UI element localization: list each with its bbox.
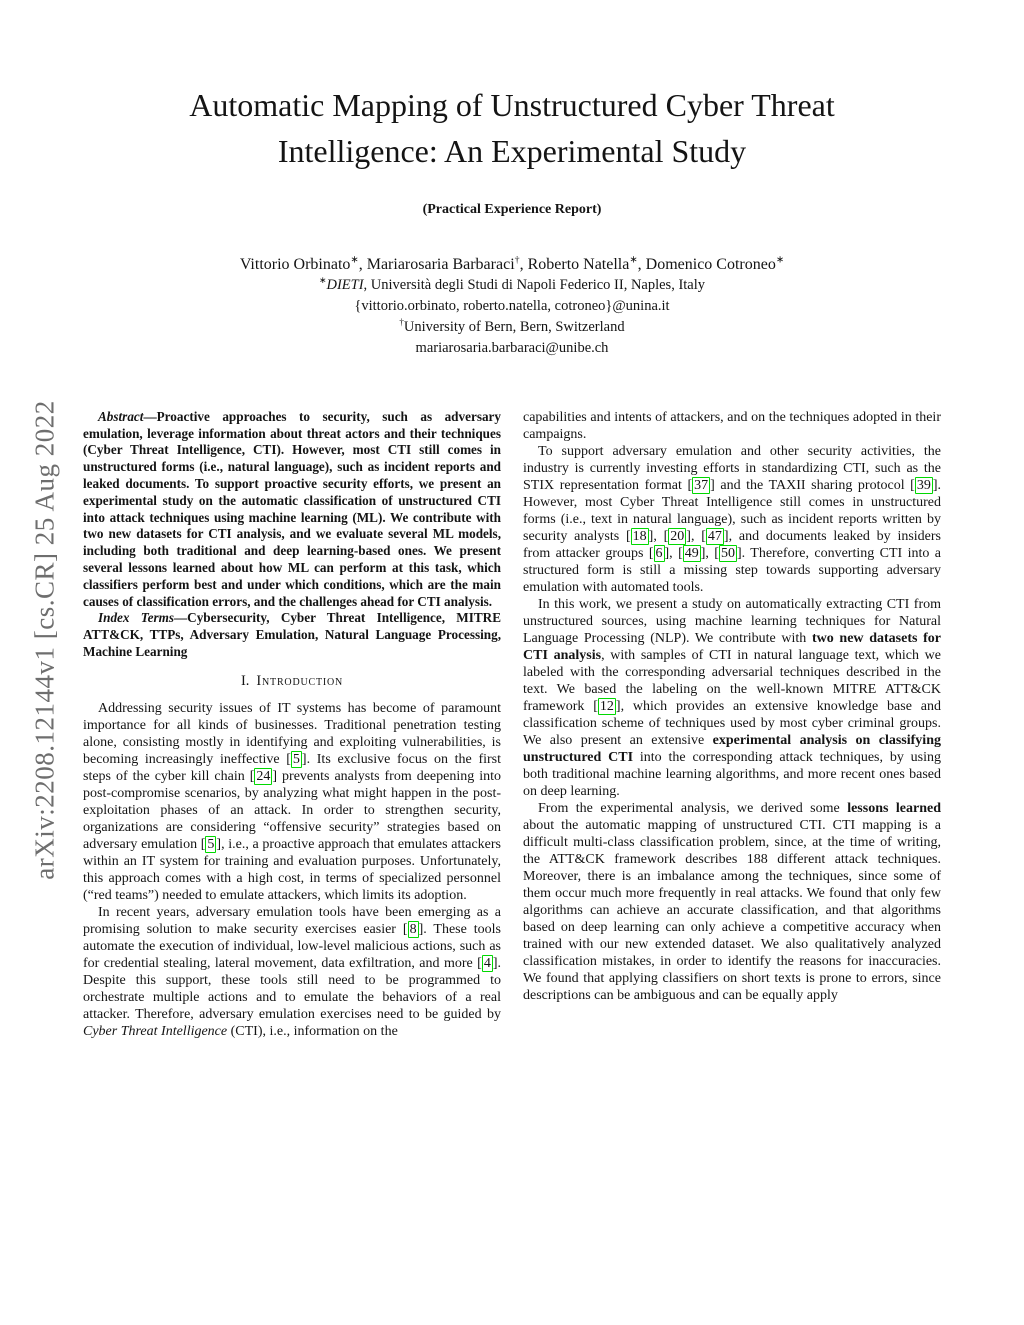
text-segment: ∗: [318, 274, 327, 285]
citation-link[interactable]: 47: [707, 528, 722, 544]
paper-header: [0, 0, 1024, 359]
text-segment: Addressing security issues of IT systems has become of paramount importance for all kinds of businesses. Traditional penetration testing alone, consisting mostly in identifying and exploiting vulnerabilities, is becoming increasingly ineffective [: [83, 700, 501, 767]
text-segment: ], i.e., a proactive approach that emulates attackers within an IT system for training and evaluation purposes. Unfortunately, this approach comes with a high cost, in terms of specialized personnel (“red teams”) needed to emulate attackers, which limits its adoption.: [83, 836, 502, 903]
text-segment: Abstract: [98, 408, 144, 424]
text-segment: {vittorio.orbinato, roberto.natella, cotroneo}@unina.it: [354, 297, 670, 314]
citation-link[interactable]: 50: [720, 545, 735, 561]
text-segment: lessons learned: [847, 800, 941, 816]
text-segment: ], [: [664, 545, 683, 561]
index-terms-paragraph: [83, 610, 501, 660]
text-segment: two new datasets for CTI analysis: [523, 630, 941, 663]
text-segment: , Roberto Natella: [519, 255, 630, 273]
citation-link[interactable]: 8: [409, 921, 417, 937]
citation-link[interactable]: 12: [599, 698, 614, 714]
text-segment: , Università degli Studi di Napoli Federico II, Naples, Italy: [363, 276, 706, 293]
citation-link[interactable]: 18: [632, 528, 647, 544]
abstract-paragraph: [83, 409, 501, 611]
text-segment: , Mariarosaria Barbaraci: [358, 255, 515, 273]
citation-link[interactable]: 6: [655, 545, 663, 561]
email-line-2: [0, 338, 1024, 359]
section-number: I.: [240, 672, 250, 689]
section-heading-introduction: [83, 673, 501, 690]
text-segment: To support adversary emulation and other security activities, the industry is currently investing efforts in standardizing CTI, such as the STIX representation format [: [523, 443, 941, 493]
text-segment: Cyber Threat Intelligence: [83, 1023, 228, 1039]
author-names-line: [0, 254, 1024, 275]
citation-link[interactable]: 5: [207, 836, 215, 852]
text-segment: experimental analysis on classifying unstructured CTI: [523, 732, 941, 765]
text-segment: , with samples of CTI in natural language text, which we labeled with the corresponding adversarial techniques described in the text. We based the labeling on the well-known MITRE ATT&CK framework [: [523, 647, 942, 714]
text-segment: ], which provides an extensive knowledge base and classification scheme of techniques used by most cyber criminal groups. We also present an extensive: [523, 698, 941, 748]
text-segment: into the corresponding attack techniques, by using both traditional machine learning algorithms, and more recent ones based on deep learning.: [523, 749, 941, 799]
text-segment: In recent years, adversary emulation tools have been emerging as a promising solution to make security exercises easier [: [83, 904, 501, 937]
text-segment: —Cybersecurity, Cyber Threat Intelligence, MITRE ATT&CK, TTPs, Adversary Emulation, Natural Language Processing, Machine Learning: [83, 610, 501, 659]
two-column-body: [83, 409, 941, 1040]
email-line-1: [0, 296, 1024, 317]
intro-paragraph-4: [523, 596, 941, 800]
intro-paragraph-5: [523, 800, 941, 1004]
citation-link[interactable]: 49: [684, 545, 699, 561]
citation-link[interactable]: 5: [292, 751, 300, 767]
paper-title: Automatic Mapping of Unstructured Cyber Threat Intelligence: An Experimental Study: [189, 87, 835, 170]
text-segment: ]. Despite this support, these tools still need to be programmed to orchestrate multiple actions and to emulate the behaviors of a real attacker. Therefore, adversary emulation exercises need to be guided by: [83, 955, 501, 1022]
text-segment: ] prevents analysts from deepening into post-compromise scenarios, by analyzing what might happen in the post-exploitation phases of an attack. In order to strengthen security, organizations are considering “offensive security” strategies based on adversary emulation [: [83, 768, 502, 852]
intro-paragraph-3: [523, 443, 941, 596]
text-segment: Index Terms: [98, 610, 174, 626]
intro-paragraph-2-continuation: [523, 409, 941, 443]
affiliation-line-2: [0, 317, 1024, 338]
text-segment: ]. Therefore, converting CTI into a structured form is still a missing step towards supporting adversary emulation with automated tools.: [523, 545, 941, 595]
text-segment: ] and the TAXII sharing protocol [: [710, 477, 915, 493]
text-segment: capabilities and intents of attackers, and on the techniques adopted in their campaigns.: [523, 409, 941, 442]
citation-link[interactable]: 37: [694, 477, 709, 493]
text-segment: ∗: [629, 254, 638, 266]
citation-link[interactable]: 24: [256, 768, 271, 784]
report-type-subtitle: (Practical Experience Report): [422, 201, 602, 217]
arxiv-watermark: arXiv:2208.12144v1 [cs.CR] 25 Aug 2022: [29, 400, 60, 880]
intro-paragraph-2: [83, 904, 501, 1040]
text-segment: —Proactive approaches to security, such as adversary emulation, leverage information about threat actors and their techniques (Cyber Threat Intelligence, CTI). However, most CTI still comes in unstructured forms (i.e., natural language), such as incident reports and leaked documents. To support proactive security efforts, we present an experimental study on the automatic classification of unstructured CTI into attack techniques using machine learning (ML). We contribute with two new datasets for CTI analysis, and we evaluate several ML models, including both traditional and deep learning-based ones. We present several lessons learned about how ML can perform at this task, which classifiers perform best and under which conditions, which are the main causes of classification errors, and the challenges ahead for CTI analysis.: [83, 408, 501, 609]
text-segment: ]. These tools automate the execution of individual, low-level malicious actions, such as for credential stealing, lateral movement, data exfiltration, and more [: [83, 921, 501, 971]
text-segment: From the experimental analysis, we derived some: [538, 800, 848, 816]
text-segment: mariarosaria.barbaraci@unibe.ch: [415, 339, 609, 356]
text-segment: ]. Its exclusive focus on the first steps of the cyber kill chain [: [83, 751, 501, 784]
text-segment: DIETI: [326, 276, 364, 293]
text-segment: ∗: [775, 254, 785, 266]
text-segment: Vittorio Orbinato: [239, 255, 351, 273]
text-segment: , Domenico Cotroneo: [637, 255, 776, 273]
author-block: [0, 254, 1024, 359]
citation-link[interactable]: 4: [483, 955, 491, 971]
text-segment: In this work, we present a study on automatically extracting CTI from unstructured sources, using machine learning techniques for Natural Language Processing (NLP). We contribute with: [523, 596, 941, 646]
affiliation-line-1: [0, 275, 1024, 296]
text-segment: †: [514, 254, 520, 266]
intro-paragraph-1: [83, 700, 501, 904]
text-segment: ], [: [700, 545, 719, 561]
text-segment: ], [: [648, 528, 669, 544]
text-segment: †: [399, 316, 404, 327]
text-segment: ], and documents leaked by insiders from attacker groups [: [523, 528, 941, 561]
text-segment: ], [: [686, 528, 706, 544]
citation-link[interactable]: 20: [670, 528, 685, 544]
section-title: Introduction: [256, 672, 344, 689]
text-segment: about the automatic mapping of unstructured CTI. CTI mapping is a difficult multi-class classification problem, since, at the time of writing, the ATT&CK framework describes 188 different attack techniques. Moreover, there is an imbalance among the techniques, since some of them occur much more frequently in real attacks. We found that only few algorithms can achieve an accurate classification, and that algorithms based on deep learning can only achieve a competitive accuracy when trained with our new extended dataset. We also qualitatively analyzed classification mistakes, in order to identify the reasons for inaccuracies. We found that applying classifiers on short texts is prone to errors, since descriptions can be ambiguous and can be equally apply: [523, 817, 941, 1003]
text-segment: ∗: [350, 254, 359, 266]
citation-link[interactable]: 39: [916, 477, 931, 493]
text-segment: ]. However, most Cyber Threat Intelligence still comes in unstructured forms (i.e., text in natural language), such as incident reports written by security analysts [: [523, 477, 941, 544]
left-column: [83, 409, 501, 1040]
text-segment: (CTI), i.e., information on the: [227, 1023, 398, 1039]
right-column: [523, 409, 941, 1040]
text-segment: University of Bern, Bern, Switzerland: [403, 318, 625, 335]
